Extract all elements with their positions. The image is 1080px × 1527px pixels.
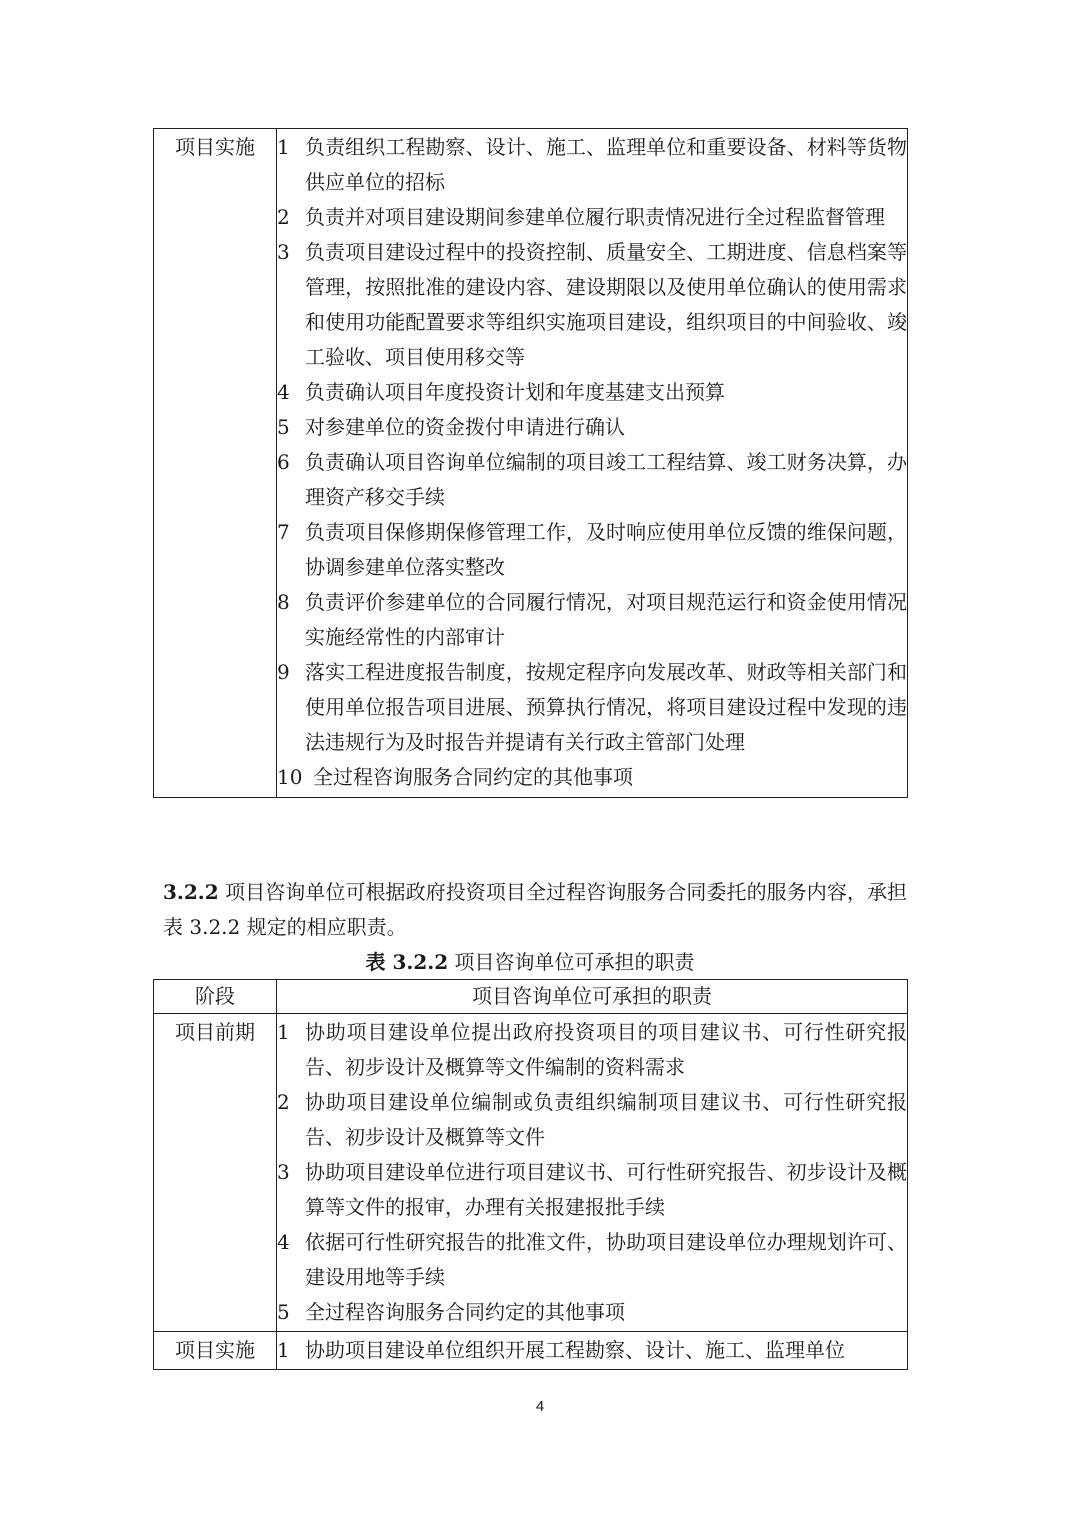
item-number: 5 bbox=[277, 415, 290, 439]
table-label: 表 3.2.2 bbox=[365, 950, 449, 974]
item-number: 8 bbox=[277, 590, 290, 614]
list-item bbox=[277, 445, 907, 515]
list-item bbox=[277, 1295, 907, 1330]
list-item bbox=[277, 1085, 907, 1155]
duty-list-cell bbox=[277, 1332, 908, 1370]
item-text: 协助项目建设单位提出政府投资项目的项目建议书、可行性研究报告、初步设计及概算等文件编制的资料需求 bbox=[305, 1020, 907, 1079]
table-title: 项目咨询单位可承担的职责 bbox=[448, 950, 695, 974]
page-number: 4 bbox=[535, 1398, 545, 1415]
list-item bbox=[277, 585, 907, 655]
list-item bbox=[277, 1225, 907, 1295]
list-item bbox=[277, 130, 907, 200]
item-text: 负责确认项目年度投资计划和年度基建支出预算 bbox=[305, 380, 725, 404]
list-item bbox=[277, 760, 907, 795]
item-number: 2 bbox=[277, 1090, 290, 1114]
item-text: 全过程咨询服务合同约定的其他事项 bbox=[305, 1300, 625, 1324]
list-item bbox=[277, 410, 907, 445]
item-text: 协助项目建设单位组织开展工程勘察、设计、施工、监理单位 bbox=[305, 1338, 845, 1362]
list-item bbox=[277, 1155, 907, 1225]
duty-table-continued bbox=[153, 128, 908, 798]
list-item bbox=[277, 1333, 907, 1368]
item-text: 负责项目建设过程中的投资控制、质量安全、工期进度、信息档案等管理，按照批准的建设内容、建设期限以及使用单位确认的使用需求和使用功能配置要求等组织实施项目建设，组织项目的中间验收、竣工验收、项目使用移交等 bbox=[305, 240, 907, 369]
list-item bbox=[277, 1015, 907, 1085]
item-number: 2 bbox=[277, 205, 290, 229]
item-number: 4 bbox=[277, 1230, 290, 1254]
item-text: 落实工程进度报告制度，按规定程序向发展改革、财政等相关部门和使用单位报告项目进展、预算执行情况，将项目建设过程中发现的违法违规行为及时报告并提请有关行政主管部门处理 bbox=[305, 660, 907, 754]
header-stage: 阶段 bbox=[154, 980, 277, 1014]
stage-cell: 项目实施 bbox=[154, 1332, 277, 1370]
item-number: 9 bbox=[277, 660, 290, 684]
table-row bbox=[154, 129, 908, 798]
item-number: 1 bbox=[277, 135, 290, 159]
duty-list-cell bbox=[277, 1014, 908, 1332]
item-text: 负责评价参建单位的合同履行情况，对项目规范运行和资金使用情况实施经常性的内部审计 bbox=[305, 590, 907, 649]
table-header-row bbox=[154, 980, 908, 1014]
header-duty: 项目咨询单位可承担的职责 bbox=[277, 980, 908, 1014]
item-number: 6 bbox=[277, 450, 290, 474]
item-text: 全过程咨询服务合同约定的其他事项 bbox=[313, 765, 633, 789]
item-text: 协助项目建设单位进行项目建议书、可行性研究报告、初步设计及概算等文件的报审，办理有关报建报批手续 bbox=[305, 1160, 907, 1219]
item-text: 负责并对项目建设期间参建单位履行职责情况进行全过程监督管理 bbox=[305, 205, 885, 229]
table-row bbox=[154, 1014, 908, 1332]
item-number: 7 bbox=[277, 520, 290, 544]
table-row bbox=[154, 1332, 908, 1370]
item-number: 5 bbox=[277, 1300, 290, 1324]
list-item bbox=[277, 235, 907, 375]
stage-cell: 项目前期 bbox=[154, 1014, 277, 1332]
clause-paragraph bbox=[163, 875, 907, 945]
section-number: 3.2.2 bbox=[163, 880, 219, 904]
list-item bbox=[277, 200, 907, 235]
item-number: 1 bbox=[277, 1020, 290, 1044]
item-number: 3 bbox=[277, 1160, 290, 1184]
list-item bbox=[277, 375, 907, 410]
table-caption bbox=[153, 946, 907, 979]
item-number: 3 bbox=[277, 240, 290, 264]
duty-list-cell bbox=[277, 129, 908, 798]
item-text: 依据可行性研究报告的批准文件，协助项目建设单位办理规划许可、建设用地等手续 bbox=[305, 1230, 907, 1289]
list-item bbox=[277, 655, 907, 760]
item-text: 负责确认项目咨询单位编制的项目竣工工程结算、竣工财务决算，办理资产移交手续 bbox=[305, 450, 907, 509]
item-number: 4 bbox=[277, 380, 290, 404]
paragraph-text: 项目咨询单位可根据政府投资项目全过程咨询服务合同委托的服务内容，承担表 3.2.2 规定的相应职责。 bbox=[163, 880, 907, 939]
item-text: 对参建单位的资金拨付申请进行确认 bbox=[305, 415, 625, 439]
item-number: 1 bbox=[277, 1338, 290, 1362]
item-text: 协助项目建设单位编制或负责组织编制项目建议书、可行性研究报告、初步设计及概算等文件 bbox=[305, 1090, 907, 1149]
item-number: 10 bbox=[277, 765, 303, 789]
item-text: 负责项目保修期保修管理工作，及时响应使用单位反馈的维保问题，协调参建单位落实整改 bbox=[305, 520, 907, 579]
stage-cell: 项目实施 bbox=[154, 129, 277, 798]
item-text: 负责组织工程勘察、设计、施工、监理单位和重要设备、材料等货物供应单位的招标 bbox=[305, 135, 907, 194]
consulting-duty-table bbox=[153, 979, 908, 1370]
list-item bbox=[277, 515, 907, 585]
